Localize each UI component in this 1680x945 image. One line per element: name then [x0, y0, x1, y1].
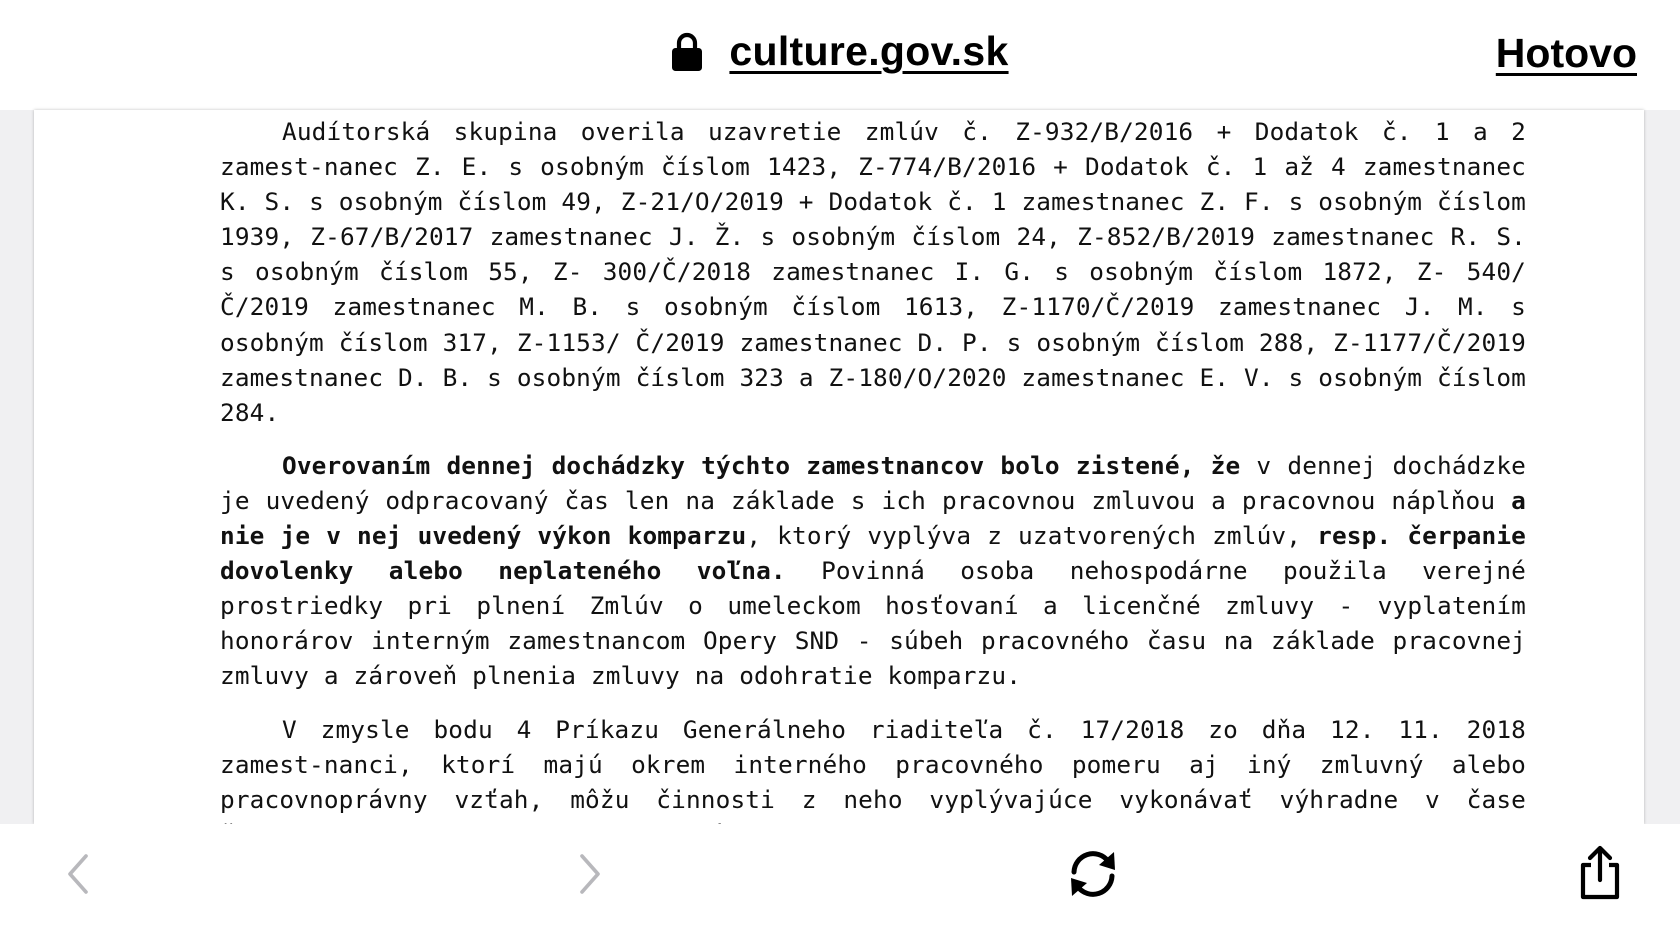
paragraph-3: V zmysle bodu 4 Príkazu Generálneho riaditeľa č. 17/2018 zo dňa 12. 11. 2018 zamest-nanci, ktorí majú okrem interného pracovného pomeru aj iný zmluvný alebo pracovnoprávny vzťah, môžu činnosti z neho vyplývajúce vykonávať výhradne v čase [220, 714, 1526, 814]
bottom-toolbar [0, 824, 1680, 945]
done-button[interactable]: Hotovo [1495, 30, 1637, 76]
document-viewer[interactable] [0, 110, 1680, 824]
paragraph-2 [220, 448, 1526, 694]
paragraph-1: Audítorská skupina overila uzavretie zmlúv č. Z-932/B/2016 + Dodatok č. 1 a 2 zamest-nanec Z. E. s osobným číslom 1423, Z-774/B/2016 + Dodatok č. 1 až 4 zamestnanec K. S. s osobným číslom 49, Z-21/O/2019 + Dodatok č. 1 zamestnanec Z. F. s osobným číslom 1939, Z-67/B/2017 zamestnanec J. Ž. s osobným číslom 24, Z-852/B/2019 zamestnanec R. S. s osobným číslom 55, Z- 300/Č/2018 zamestnanec I. G. s osobným číslom 1872, Z- 540/Č/2019 zamestnanec M. B. s osobným číslom 1613, Z-1170/Č/2019 zamestnanec J. M. s osobným číslom 317, Z-1153/ Č/2019 zamestnanec D. P. s osobným číslom 288, Z-1177/Č/2019 zamestnanec D. B. s osobným číslom 323 a Z-180/O/2020 zamestnanec E. V. s osobným číslom 284. [220, 117, 1526, 427]
chevron-right-icon[interactable] [576, 852, 604, 896]
document-page [34, 110, 1644, 824]
document-text [220, 114, 1526, 870]
paragraph-2-bold-1: Overovaním dennej dochádzky týchto zamestnancov bolo zistené, že [282, 450, 1241, 480]
paragraph-2-bold-2: a nie je v nej uvedený výkon komparzu [220, 485, 1526, 551]
share-icon[interactable] [1576, 844, 1624, 900]
top-bar [0, 0, 1680, 110]
chevron-left-icon[interactable] [64, 852, 92, 896]
paragraph-2-text-3: Povinná osoba nehospodárne použila verejné prostriedky pri plnení Zmlúv o umeleckom hosťovaní a licenčné zmluvy - vyplatením honorárov interným zamestnancom Opery SND - súbeh pracovného času na základe pracovnej zmluvy a zároveň plnenia zmluvy na odohratie komparzu. [220, 556, 1526, 691]
lock-icon [671, 32, 703, 72]
address-area [0, 28, 1680, 88]
paragraph-2-text-1: v dennej dochádzke je uvedený odpracovaný čas len na základe s ich pracovnou zmluvou a pracovnou náplňou [220, 450, 1527, 515]
paragraph-2-bold-3: resp. čerpanie dovolenky alebo neplateného voľna. [220, 521, 1526, 586]
paragraph-2-text-2: , ktorý vyplýva z uzatvorených zmlúv, [746, 521, 1318, 551]
address[interactable] [671, 28, 1008, 75]
reload-icon[interactable] [1066, 848, 1120, 900]
url-text[interactable]: culture.gov.sk [729, 28, 1009, 74]
